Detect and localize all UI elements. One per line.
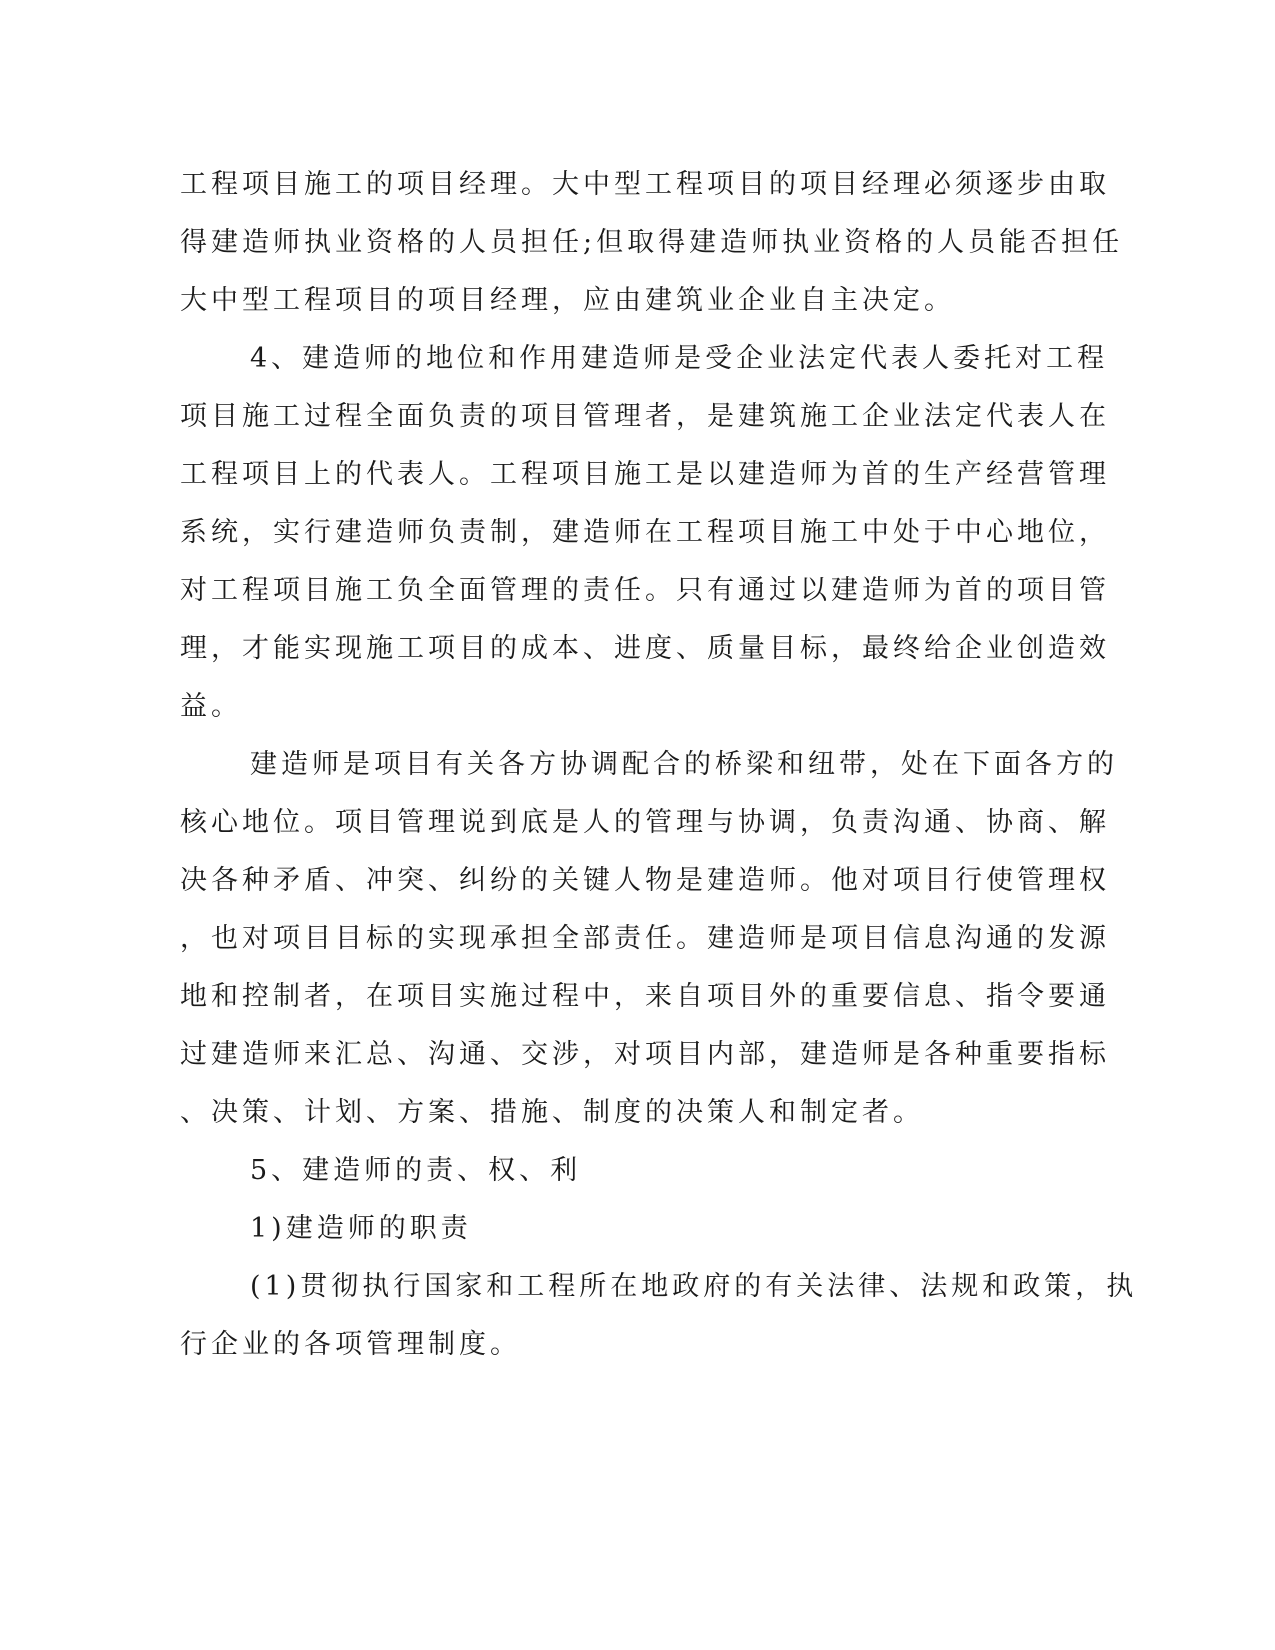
text-line: 理，才能实现施工项目的成本、进度、质量目标，最终给企业创造效 — [180, 633, 1110, 664]
text-line: 过建造师来汇总、沟通、交涉，对项目内部，建造师是各种重要指标 — [180, 1039, 1110, 1070]
text-line: 益。 — [180, 691, 242, 722]
body-text — [180, 156, 1138, 1374]
text-line: 工程项目上的代表人。工程项目施工是以建造师为首的生产经营管理 — [180, 459, 1110, 490]
text-line: 工程项目施工的项目经理。大中型工程项目的项目经理必须逐步由取 — [180, 169, 1110, 200]
section-heading: 5、建造师的责、权、利 — [250, 1155, 582, 1186]
subsection-heading: 1)建造师的职责 — [250, 1213, 472, 1244]
text-line: 行企业的各项管理制度。 — [180, 1329, 521, 1360]
text-line: 4、建造师的地位和作用建造师是受企业法定代表人委托对工程 — [250, 343, 1109, 374]
text-line: ，也对项目目标的实现承担全部责任。建造师是项目信息沟通的发源 — [180, 923, 1110, 954]
text-line: 建造师是项目有关各方协调配合的桥梁和纽带，处在下面各方的 — [250, 749, 1118, 780]
text-line: 大中型工程项目的项目经理，应由建筑业企业自主决定。 — [180, 285, 955, 316]
text-line: 地和控制者，在项目实施过程中，来自项目外的重要信息、指令要通 — [180, 981, 1110, 1012]
text-line: 得建造师执业资格的人员担任;但取得建造师执业资格的人员能否担任 — [180, 227, 1124, 258]
text-line: (1)贯彻执行国家和工程所在地政府的有关法律、法规和政策，执 — [250, 1271, 1138, 1302]
text-line: 决各种矛盾、冲突、纠纷的关键人物是建造师。他对项目行使管理权 — [180, 865, 1110, 896]
text-line: 对工程项目施工负全面管理的责任。只有通过以建造师为首的项目管 — [180, 575, 1110, 606]
text-line: 核心地位。项目管理说到底是人的管理与协调，负责沟通、协商、解 — [180, 807, 1110, 838]
text-line: 系统，实行建造师负责制，建造师在工程项目施工中处于中心地位， — [180, 517, 1110, 548]
text-line: 项目施工过程全面负责的项目管理者，是建筑施工企业法定代表人在 — [180, 401, 1110, 432]
text-line: 、决策、计划、方案、措施、制度的决策人和制定者。 — [180, 1097, 924, 1128]
